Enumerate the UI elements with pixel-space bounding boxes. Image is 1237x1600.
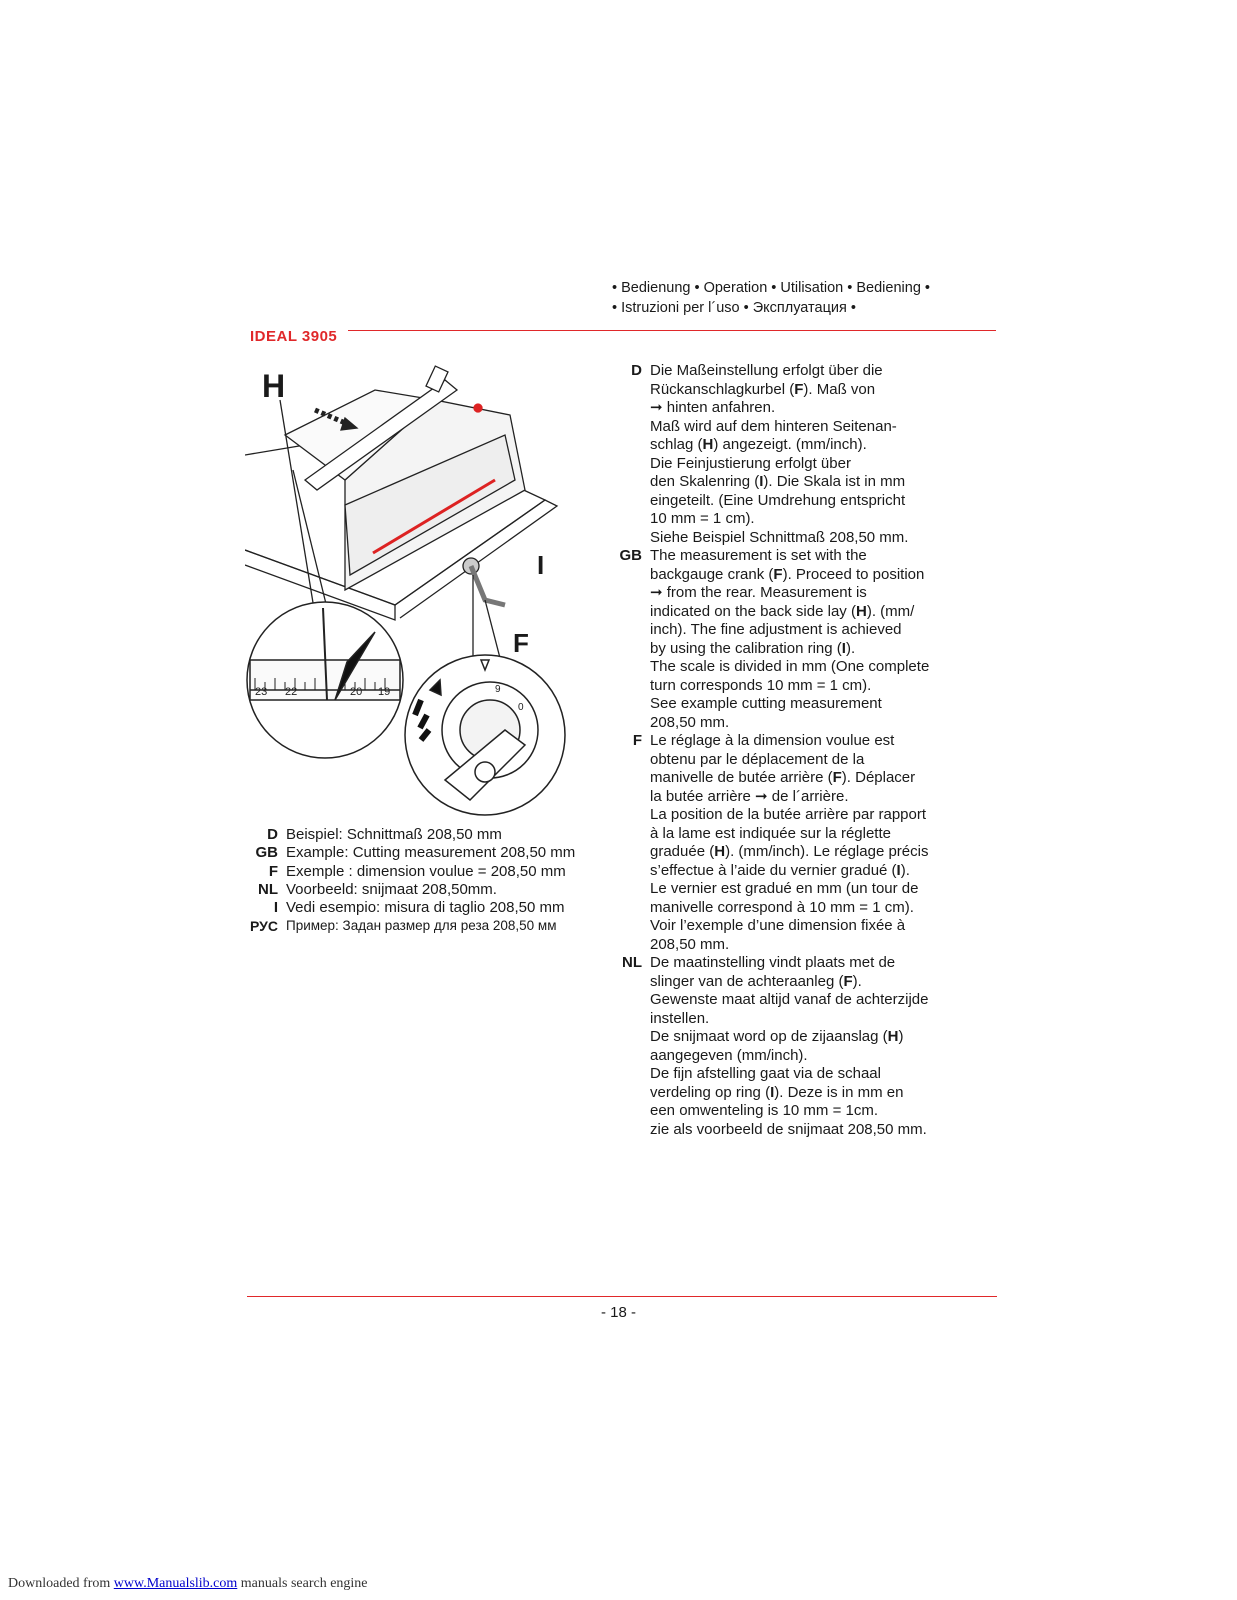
footer-rule xyxy=(247,1296,997,1297)
section-body xyxy=(650,547,1007,732)
footer-suffix: manuals search engine xyxy=(237,1576,368,1591)
section-line: aangegeven (mm/inch). xyxy=(650,1046,808,1064)
caption-lang: РУС xyxy=(250,918,278,935)
caption-text: Beispiel: Schnittmaß 208,50 mm xyxy=(286,826,502,843)
header-line-1: • Bedienung • Operation • Utilisation • Bediening • xyxy=(612,280,930,296)
section-d xyxy=(612,362,1007,547)
caption-text: Vedi esempio: misura di taglio 208,50 mm xyxy=(286,899,565,917)
dial-tick-9: 9 xyxy=(495,684,501,695)
section-line: Le vernier est gradué en mm (un tour de xyxy=(650,880,919,897)
header-rule xyxy=(348,330,996,331)
caption-lang: F xyxy=(268,862,278,880)
section-line: ➞ from the rear. Measurement is xyxy=(650,584,867,601)
section-lang: NL xyxy=(622,954,642,971)
cutter-illustration xyxy=(245,360,605,820)
section-line: Rückanschlagkurbel (F). Maß von xyxy=(650,380,876,398)
section-line: The scale is divided in mm (One complete xyxy=(650,658,930,675)
section-line: Gewenste maat altijd vanaf de achterzijde xyxy=(650,991,929,1008)
section-line: turn corresponds 10 mm = 1 cm). xyxy=(650,676,872,694)
section-line: s’effectue à l’aide du vernier gradué (I). xyxy=(650,861,910,879)
label-i: I xyxy=(537,550,545,580)
section-line: Siehe Beispiel Schnittmaß 208,50 mm. xyxy=(650,528,909,546)
instructions-text xyxy=(612,362,1007,1139)
section-line: manivelle correspond à 10 mm = 1 cm). xyxy=(650,898,914,916)
caption-text: Пример: Задан размер для реза 208,50 мм xyxy=(286,918,557,934)
section-line: schlag (H) angezeigt. (mm/inch). xyxy=(650,436,867,453)
section-line: De snijmaat word op de zijaanslag (H) xyxy=(650,1028,904,1045)
scale-tick-2: 22 xyxy=(285,686,298,698)
caption-text: Example: Cutting measurement 208,50 mm xyxy=(286,844,576,862)
section-line: la butée arrière ➞ de l´arrière. xyxy=(650,787,849,805)
section-line: Voir l’exemple d’une dimension fixée à xyxy=(650,917,906,934)
section-line: Die Maßeinstellung erfolgt über die xyxy=(650,362,883,379)
dial-tick-0: 0 xyxy=(518,702,524,713)
section-line: à la lame est indiquée sur la réglette xyxy=(650,824,891,842)
section-line: De fijn afstelling gaat via de schaal xyxy=(650,1065,881,1082)
section-lang: F xyxy=(632,732,642,749)
section-line: indicated on the back side lay (H). (mm/ xyxy=(650,602,915,620)
brand-title: IDEAL 3905 xyxy=(250,328,338,345)
caption-row xyxy=(248,899,608,917)
page-number: - 18 - xyxy=(600,1304,636,1321)
section-line: zie als voorbeeld de snijmaat 208,50 mm. xyxy=(650,1120,927,1138)
header-line-2: • Istruzioni per l´uso • Эксплуатация • xyxy=(612,300,856,316)
section-line: See example cutting measurement xyxy=(650,695,882,712)
scale-tick-4: 19 xyxy=(378,686,391,698)
section-nl xyxy=(612,954,1007,1139)
section-body xyxy=(650,954,1007,1139)
section-line: De maatinstelling vindt plaats met de xyxy=(650,954,896,971)
section-line: obtenu par le déplacement de la xyxy=(650,750,865,768)
section-line: backgauge crank (F). Proceed to position xyxy=(650,565,925,583)
section-line: manivelle de butée arrière (F). Déplacer xyxy=(650,769,916,786)
section-line: 208,50 mm. xyxy=(650,935,730,953)
section-gb xyxy=(612,547,1007,732)
caption-row xyxy=(248,863,608,881)
section-line: by using the calibration ring (I). xyxy=(650,639,856,657)
caption-row xyxy=(248,917,608,935)
section-lang: GB xyxy=(619,547,642,564)
caption-row xyxy=(248,881,608,899)
section-line: 10 mm = 1 cm). xyxy=(650,510,755,527)
section-line: Die Feinjustierung erfolgt über xyxy=(650,454,851,472)
section-line: eingeteilt. (Eine Umdrehung entspricht xyxy=(650,491,906,509)
caption-lang: D xyxy=(267,826,278,843)
section-line: graduée (H). (mm/inch). Le réglage précis xyxy=(650,843,929,860)
scale-tick-3: 20 xyxy=(350,686,363,698)
footer-prefix: Downloaded from xyxy=(8,1576,114,1591)
manualslib-link[interactable]: www.Manualslib.com xyxy=(113,1576,238,1591)
download-footer xyxy=(8,1576,368,1592)
caption-row xyxy=(248,844,608,862)
section-line: The measurement is set with the xyxy=(650,547,867,564)
caption-lang: NL xyxy=(258,880,278,898)
section-line: verdeling op ring (I). Deze is in mm en xyxy=(650,1083,904,1101)
section-line: instellen. xyxy=(650,1009,710,1027)
section-line: den Skalenring (I). Die Skala ist in mm xyxy=(650,473,906,490)
section-line: slinger van de achteraanleg (F). xyxy=(650,972,862,990)
section-line: Maß wird auf dem hinteren Seitenan- xyxy=(650,417,897,435)
scale-tick-1: 23 xyxy=(255,686,268,698)
section-lang: D xyxy=(631,362,642,379)
caption-text: Voorbeeld: snijmaat 208,50mm. xyxy=(286,880,497,898)
section-body xyxy=(650,732,1007,954)
section-line: Le réglage à la dimension voulue est xyxy=(650,732,895,749)
caption-lang: I xyxy=(273,899,278,917)
figure-caption xyxy=(248,826,608,936)
caption-lang: GB xyxy=(255,844,278,862)
label-h: H xyxy=(262,368,286,404)
section-line: inch). The fine adjustment is achieved xyxy=(650,621,902,638)
section-line: La position de la butée arrière par rapport xyxy=(650,806,927,823)
section-f xyxy=(612,732,1007,954)
label-f: F xyxy=(513,628,529,658)
caption-row xyxy=(248,826,608,844)
caption-text: Exemple : dimension voulue = 208,50 mm xyxy=(286,862,566,880)
section-line: een omwenteling is 10 mm = 1cm. xyxy=(650,1102,879,1119)
section-body xyxy=(650,362,1007,547)
section-line: 208,50 mm. xyxy=(650,713,730,731)
section-line: ➞ hinten anfahren. xyxy=(650,399,776,416)
